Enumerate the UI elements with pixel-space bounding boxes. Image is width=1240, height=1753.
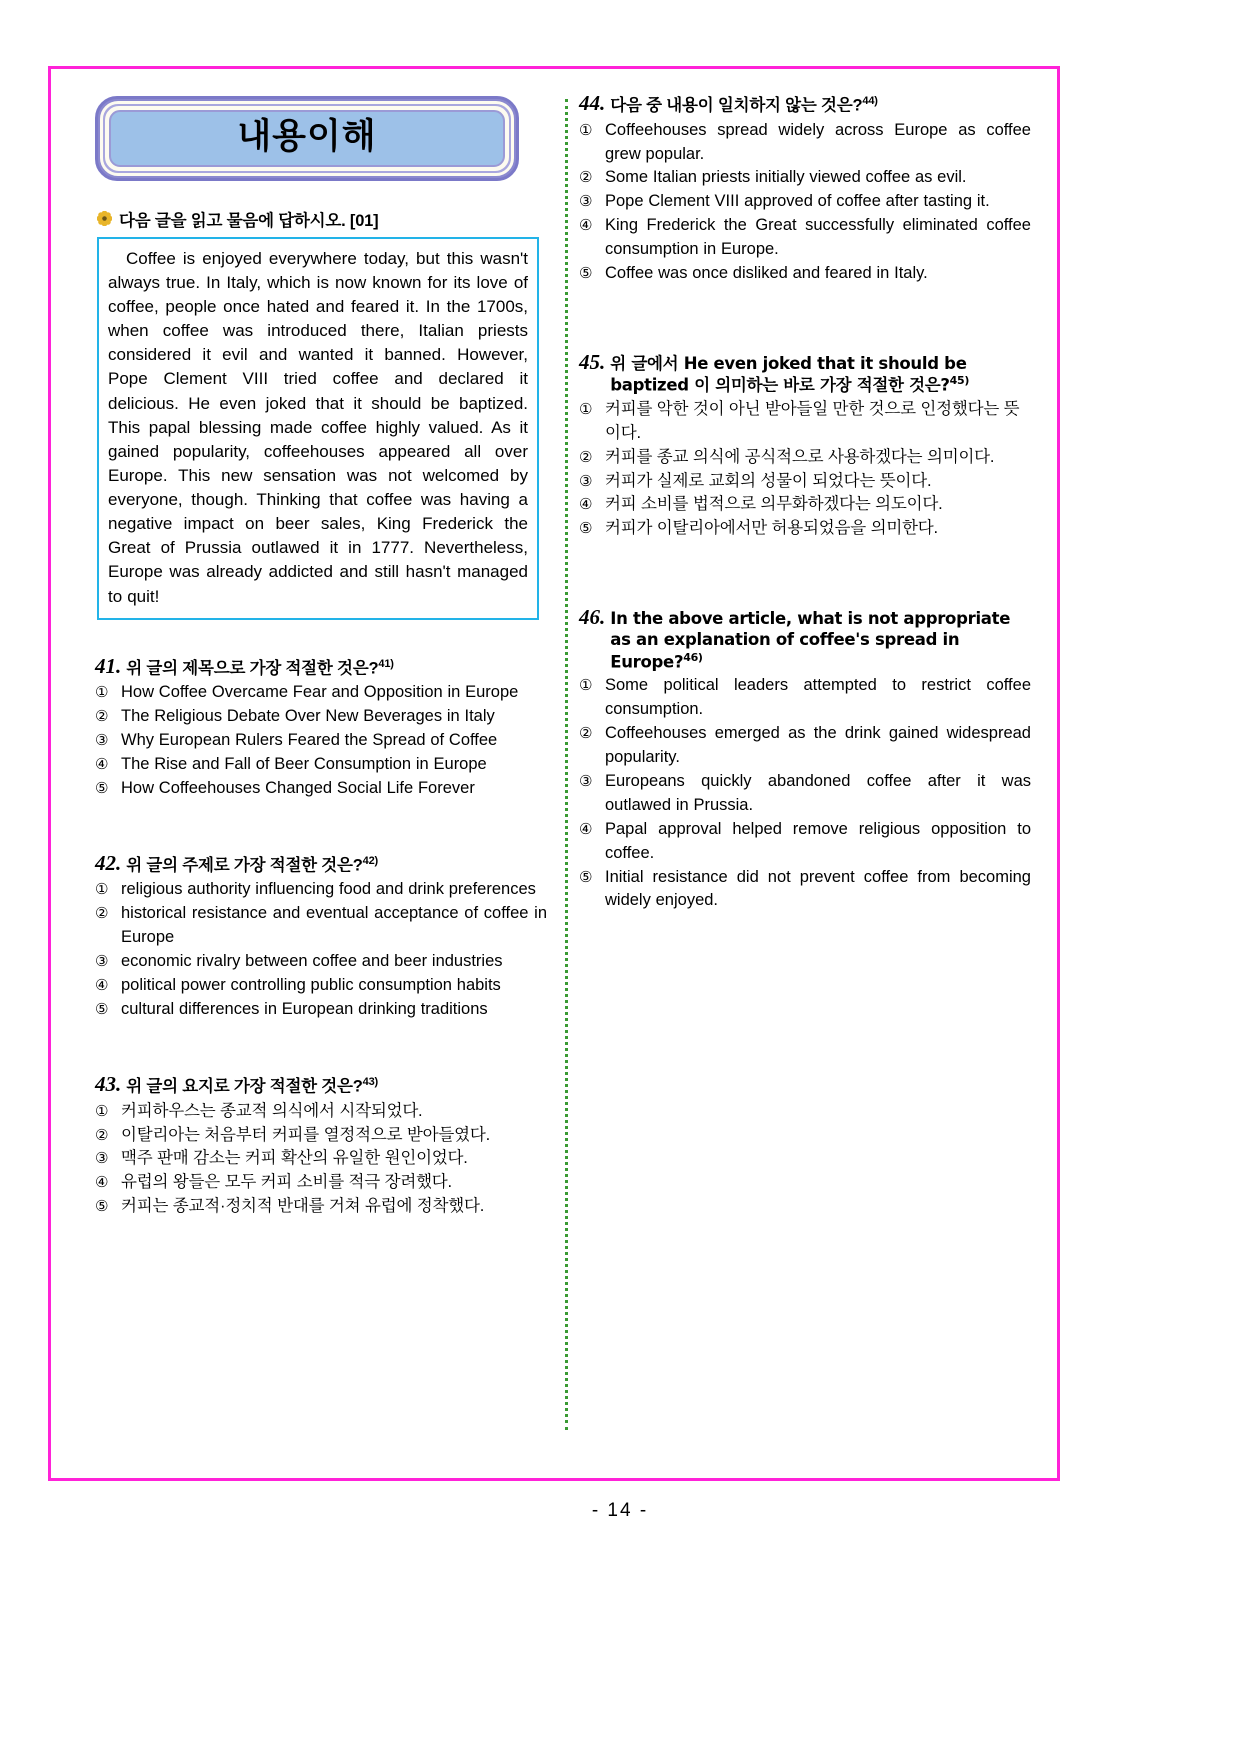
option-marker: ⑤ bbox=[579, 265, 593, 283]
option-text: 커피는 종교적·정치적 반대를 거쳐 유럽에 정착했다. bbox=[121, 1197, 485, 1216]
option-item[interactable] bbox=[95, 1100, 547, 1124]
question-42-prompt: 위 글의 주제로 가장 적절한 것은?$^{42)}$ bbox=[126, 854, 378, 875]
question-42 bbox=[95, 851, 547, 1022]
option-item[interactable] bbox=[579, 262, 1031, 286]
option-item[interactable] bbox=[95, 1171, 547, 1195]
banner-inner-fill bbox=[109, 110, 505, 167]
option-marker: ① bbox=[95, 684, 109, 702]
question-45-options bbox=[579, 398, 1031, 542]
option-item[interactable] bbox=[579, 119, 1031, 167]
option-marker: ⑤ bbox=[95, 1001, 109, 1019]
question-43-prompt: 위 글의 요지로 가장 적절한 것은?$^{43)}$ bbox=[126, 1075, 378, 1096]
option-marker: ⑤ bbox=[95, 779, 109, 797]
option-text: religious authority influencing food and drink preferences bbox=[121, 880, 536, 899]
option-marker: ⑤ bbox=[95, 1198, 109, 1216]
option-text: 유럽의 왕들은 모두 커피 소비를 적극 장려했다. bbox=[121, 1173, 452, 1192]
option-item[interactable] bbox=[95, 681, 547, 705]
option-text: King Frederick the Great successfully eliminated coffee consumption in Europe. bbox=[605, 216, 1031, 259]
option-item[interactable] bbox=[95, 1147, 547, 1171]
reading-instruction bbox=[97, 207, 543, 231]
option-text: How Coffeehouses Changed Social Life Forever bbox=[121, 778, 475, 797]
option-text: cultural differences in European drinking traditions bbox=[121, 1000, 488, 1019]
option-marker: ② bbox=[579, 448, 593, 466]
option-text: Some Italian priests initially viewed coffee as evil. bbox=[605, 168, 967, 187]
option-marker: ② bbox=[95, 708, 109, 726]
option-text: 커피가 실제로 교회의 성물이 되었다는 뜻이다. bbox=[605, 471, 932, 490]
option-item[interactable] bbox=[579, 190, 1031, 214]
option-marker: ② bbox=[95, 905, 109, 923]
option-item[interactable] bbox=[579, 493, 1031, 517]
left-column bbox=[77, 91, 555, 1468]
option-marker: ③ bbox=[95, 953, 109, 971]
option-item[interactable] bbox=[579, 722, 1031, 770]
question-41-prompt: 위 글의 제목으로 가장 적절한 것은?$^{41)}$ bbox=[126, 657, 394, 678]
option-item[interactable] bbox=[95, 777, 547, 801]
option-text: Coffeehouses emerged as the drink gained widespread popularity. bbox=[605, 723, 1031, 766]
question-44-footnote: 44) bbox=[862, 95, 878, 107]
option-text: political power controlling public consumption habits bbox=[121, 976, 501, 995]
option-item[interactable] bbox=[95, 729, 547, 753]
banner-outer-ring bbox=[95, 96, 519, 181]
question-43 bbox=[95, 1072, 547, 1219]
option-text: Why European Rulers Feared the Spread of Coffee bbox=[121, 731, 498, 750]
question-41-options bbox=[95, 681, 547, 801]
question-42-footnote: 42) bbox=[362, 854, 378, 867]
option-item[interactable] bbox=[579, 398, 1031, 446]
question-46-prompt: In the above article, what is not appropriate as an explanation of coffee's spread in Europe?$^{46)}$ bbox=[610, 609, 1011, 672]
option-text: historical resistance and eventual acceptance of coffee in Europe bbox=[121, 904, 547, 947]
passage-text: Coffee is enjoyed everywhere today, but this wasn't always true. In Italy, which is now known for its love of coffee, people once hated and feared it. In the 1700s, when coffee was introduced there, Italian priests considered it evil and wanted it banned. However, Pope Clement VIII tried coffee and declared it delicious. He even joked that it should be baptized. This papal blessing made coffee highly valued. As it gained popularity, coffeehouses appeared all over Europe. This new sensation was not welcomed by everyone, though. Thinking that coffee was having a negative impact on beer sales, King Frederick the Great of Prussia outlawed it in 1777. Nevertheless, Europe was already addicted and still hasn't managed to quit! bbox=[108, 248, 528, 606]
question-44-prompt: 다음 중 내용이 일치하지 않는 것은?$^{44)}$ bbox=[610, 95, 878, 115]
option-item[interactable] bbox=[579, 470, 1031, 494]
page-number: - 14 - bbox=[591, 1500, 649, 1521]
option-item[interactable] bbox=[95, 705, 547, 729]
question-46 bbox=[579, 605, 1031, 913]
question-42-header bbox=[95, 851, 547, 877]
option-marker: ④ bbox=[579, 217, 593, 235]
question-44-options bbox=[579, 119, 1031, 286]
question-45-prompt: 위 글에서 He even joked that it should be baptized 이 의미하는 바로 가장 적절한 것은?$^{45)}$ bbox=[610, 354, 970, 395]
question-41-footnote: 41) bbox=[378, 657, 394, 670]
option-item[interactable] bbox=[95, 753, 547, 777]
option-item[interactable] bbox=[95, 878, 547, 902]
option-text: How Coffee Overcame Fear and Opposition in Europe bbox=[121, 683, 519, 702]
column-divider bbox=[555, 91, 575, 1468]
option-marker: ③ bbox=[95, 1150, 109, 1168]
option-marker: ① bbox=[579, 400, 593, 418]
question-45-number: 45. bbox=[579, 350, 606, 375]
option-marker: ② bbox=[579, 169, 593, 187]
option-marker: ② bbox=[579, 724, 593, 742]
reading-passage-box bbox=[97, 237, 539, 620]
question-43-header bbox=[95, 1072, 547, 1098]
option-text: Coffee was once disliked and feared in Italy. bbox=[605, 264, 928, 283]
option-marker: ③ bbox=[579, 772, 593, 790]
option-text: Some political leaders attempted to restrict coffee consumption. bbox=[605, 676, 1031, 719]
question-43-number: 43. bbox=[95, 1071, 122, 1096]
option-text: Initial resistance did not prevent coffee from becoming widely enjoyed. bbox=[605, 867, 1031, 910]
option-marker: ② bbox=[95, 1126, 109, 1144]
section-title-banner bbox=[95, 96, 519, 181]
option-marker: ③ bbox=[579, 472, 593, 490]
banner-mid-ring bbox=[100, 101, 514, 176]
right-column bbox=[575, 91, 1031, 1468]
question-43-options bbox=[95, 1100, 547, 1220]
option-marker: ④ bbox=[95, 1174, 109, 1192]
option-text: 이탈리아는 처음부터 커피를 열정적으로 받아들였다. bbox=[121, 1125, 490, 1144]
question-42-options bbox=[95, 878, 547, 1022]
option-item[interactable] bbox=[579, 770, 1031, 818]
option-item[interactable] bbox=[95, 974, 547, 998]
banner-white-ring bbox=[105, 106, 509, 171]
instruction-text: 다음 글을 읽고 물음에 답하시오. [01] bbox=[119, 211, 379, 230]
option-text: 커피하우스는 종교적 의식에서 시작되었다. bbox=[121, 1101, 423, 1120]
option-item[interactable] bbox=[579, 517, 1031, 541]
option-text: 맥주 판매 감소는 커피 확산의 유일한 원인이었다. bbox=[121, 1149, 468, 1168]
option-text: 커피를 악한 것이 아닌 받아들일 만한 것으로 인정했다는 뜻이다. bbox=[605, 399, 1020, 442]
option-item[interactable] bbox=[95, 1124, 547, 1148]
option-marker: ⑤ bbox=[579, 868, 593, 886]
option-text: 커피가 이탈리아에서만 허용되었음을 의미한다. bbox=[605, 519, 938, 538]
page-footer bbox=[0, 1500, 1240, 1522]
option-item[interactable] bbox=[579, 214, 1031, 262]
option-text: 커피 소비를 법적으로 의무화하겠다는 의도이다. bbox=[605, 495, 943, 514]
question-44-header bbox=[579, 91, 1031, 117]
option-item[interactable] bbox=[95, 998, 547, 1022]
question-43-footnote: 43) bbox=[362, 1075, 378, 1088]
question-44 bbox=[579, 91, 1031, 286]
option-item[interactable] bbox=[95, 902, 547, 950]
question-46-number: 46. bbox=[579, 605, 606, 630]
page-content bbox=[51, 69, 1057, 1478]
option-item[interactable] bbox=[95, 950, 547, 974]
option-item[interactable] bbox=[579, 446, 1031, 470]
option-marker: ③ bbox=[95, 732, 109, 750]
option-text: Europeans quickly abandoned coffee after it was outlawed in Prussia. bbox=[605, 771, 1031, 814]
question-41-number: 41. bbox=[95, 653, 122, 678]
question-46-header bbox=[579, 605, 1031, 672]
option-marker: ① bbox=[579, 677, 593, 695]
question-44-number: 44. bbox=[579, 91, 606, 115]
page-border-frame bbox=[48, 66, 1060, 1481]
option-item[interactable] bbox=[579, 674, 1031, 722]
question-45-header bbox=[579, 350, 1031, 396]
option-text: Pope Clement VIII approved of coffee after tasting it. bbox=[605, 192, 990, 211]
option-marker: ① bbox=[95, 1102, 109, 1120]
option-marker: ① bbox=[579, 121, 593, 139]
option-marker: ④ bbox=[579, 820, 593, 838]
question-46-options bbox=[579, 674, 1031, 913]
question-45 bbox=[579, 350, 1031, 541]
question-45-footnote: 45) bbox=[949, 374, 970, 388]
option-marker: ④ bbox=[95, 756, 109, 773]
option-text: Coffeehouses spread widely across Europe as coffee grew popular. bbox=[605, 120, 1031, 163]
option-item[interactable] bbox=[579, 166, 1031, 190]
option-marker: ⑤ bbox=[579, 520, 593, 538]
question-42-number: 42. bbox=[95, 850, 122, 875]
option-marker: ④ bbox=[579, 496, 593, 514]
option-marker: ④ bbox=[95, 977, 109, 995]
option-text: The Rise and Fall of Beer Consumption in Europe bbox=[121, 755, 487, 773]
question-46-footnote: 46) bbox=[683, 650, 703, 664]
flower-bullet-icon bbox=[97, 211, 112, 226]
option-item[interactable] bbox=[579, 866, 1031, 914]
question-41-header bbox=[95, 654, 547, 680]
option-text: The Religious Debate Over New Beverages in Italy bbox=[121, 707, 495, 726]
option-item[interactable] bbox=[579, 818, 1031, 866]
option-marker: ③ bbox=[579, 193, 593, 211]
question-41 bbox=[95, 654, 547, 801]
option-marker: ① bbox=[95, 881, 109, 899]
option-item[interactable] bbox=[95, 1195, 547, 1219]
option-text: 커피를 종교 의식에 공식적으로 사용하겠다는 의미이다. bbox=[605, 447, 995, 466]
banner-title-text: 내용이해 bbox=[237, 117, 377, 156]
option-text: Papal approval helped remove religious opposition to coffee. bbox=[605, 819, 1031, 862]
option-text: economic rivalry between coffee and beer industries bbox=[121, 952, 503, 971]
